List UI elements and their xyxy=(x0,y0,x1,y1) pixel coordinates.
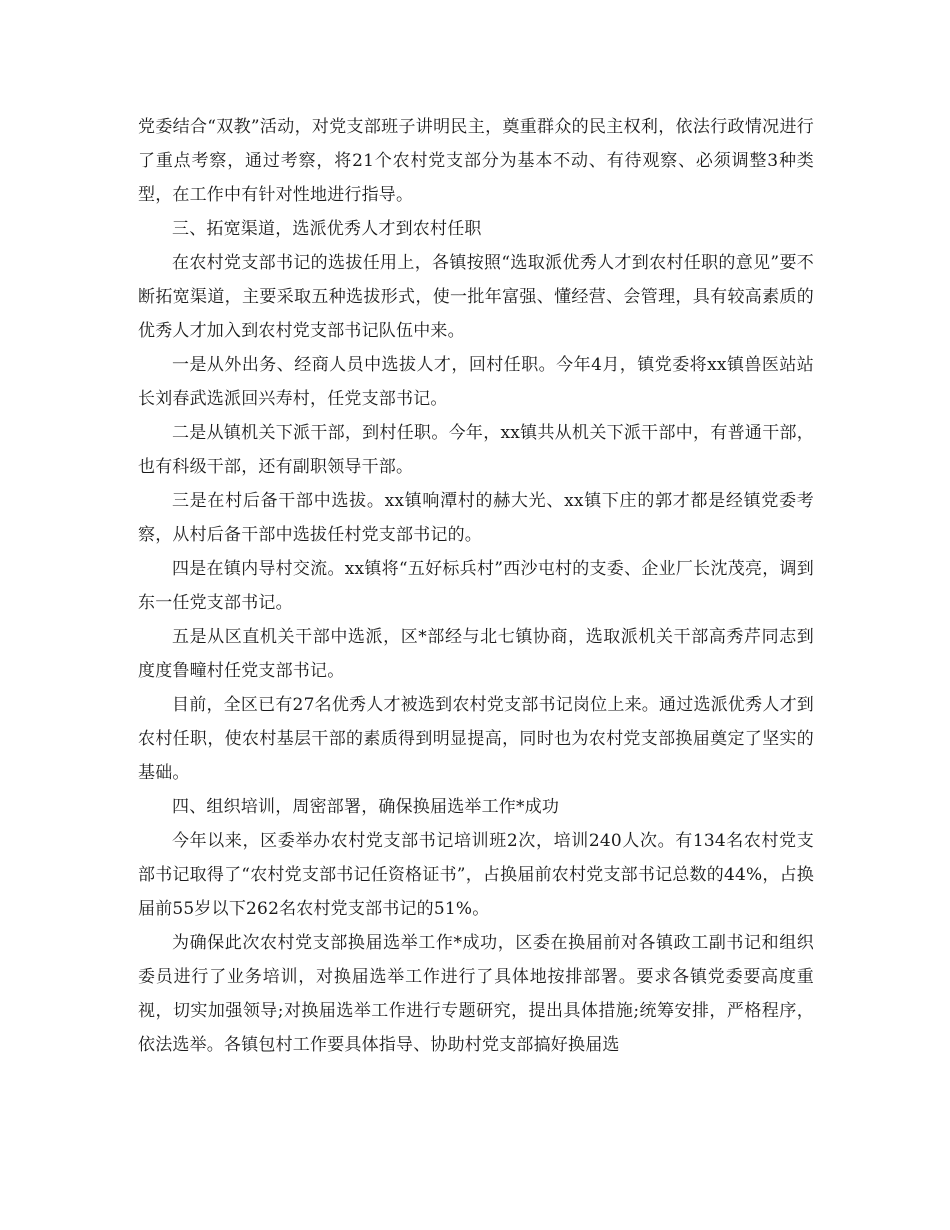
paragraph-3: 在农村党支部书记的选拔任用上，各镇按照“选取派优秀人才到农村任职的意见”要不断拓宽渠道，主要采取五种选拔形式，使一批年富强、懂经营、会管理，具有较高素质的优秀人才加入到农村党支部书记队伍中来。 xyxy=(138,253,814,341)
section-heading-3: 三、拓宽渠道，选派优秀人才到农村任职 xyxy=(172,219,482,239)
paragraph-9: 目前，全区已有27名优秀人才被选到农村党支部书记岗位上来。通过选派优秀人才到农村任职，使农村基层干部的素质得到明显提高，同时也为农村党支部换届奠定了坚实的基础。 xyxy=(138,695,814,783)
paragraph-7: 四是在镇内导村交流。xx镇将“五好标兵村”西沙屯村的支委、企业厂长沈茂亮，调到东一任党支部书记。 xyxy=(138,559,814,613)
document-page xyxy=(138,110,814,1062)
paragraph-6: 三是在村后备干部中选拔。xx镇响潭村的赫大光、xx镇下庄的郭才都是经镇党委考察，从村后备干部中选拔任村党支部书记的。 xyxy=(138,491,814,545)
paragraph-5: 二是从镇机关下派干部，到村任职。今年，xx镇共从机关下派干部中，有普通干部，也有科级干部，还有副职领导干部。 xyxy=(138,423,814,477)
paragraph-1: 党委结合“双教”活动，对党支部班子讲明民主，奠重群众的民主权利，依法行政情况进行了重点考察，通过考察，将21个农村党支部分为基本不动、有待观察、必须调整3种类型，在工作中有针对性地进行指导。 xyxy=(138,117,814,205)
paragraph-8: 五是从区直机关干部中选派，区*部经与北七镇协商，选取派机关干部高秀芹同志到度度鲁疃村任党支部书记。 xyxy=(138,627,814,681)
paragraph-4: 一是从外出务、经商人员中选拔人才，回村任职。今年4月，镇党委将xx镇兽医站站长刘春武选派回兴寿村，任党支部书记。 xyxy=(138,355,814,409)
section-heading-4: 四、组织培训，周密部署，确保换届选举工作*成功 xyxy=(172,797,560,817)
paragraph-11: 今年以来，区委举办农村党支部书记培训班2次，培训240人次。有134名农村党支部书记取得了“农村党支部书记任资格证书”，占换届前农村党支部书记总数的44%，占换届前55岁以下262名农村党支部书记的51%。 xyxy=(138,831,814,919)
paragraph-12: 为确保此次农村党支部换届选举工作*成功，区委在换届前对各镇政工副书记和组织委员进行了业务培训，对换届选举工作进行了具体地按排部署。要求各镇党委要高度重视，切实加强领导;对换届选举工作进行专题研究，提出具体措施;统筹安排，严格程序，依法选举。各镇包村工作要具体指导、协助村党支部搞好换届选 xyxy=(138,933,814,1055)
